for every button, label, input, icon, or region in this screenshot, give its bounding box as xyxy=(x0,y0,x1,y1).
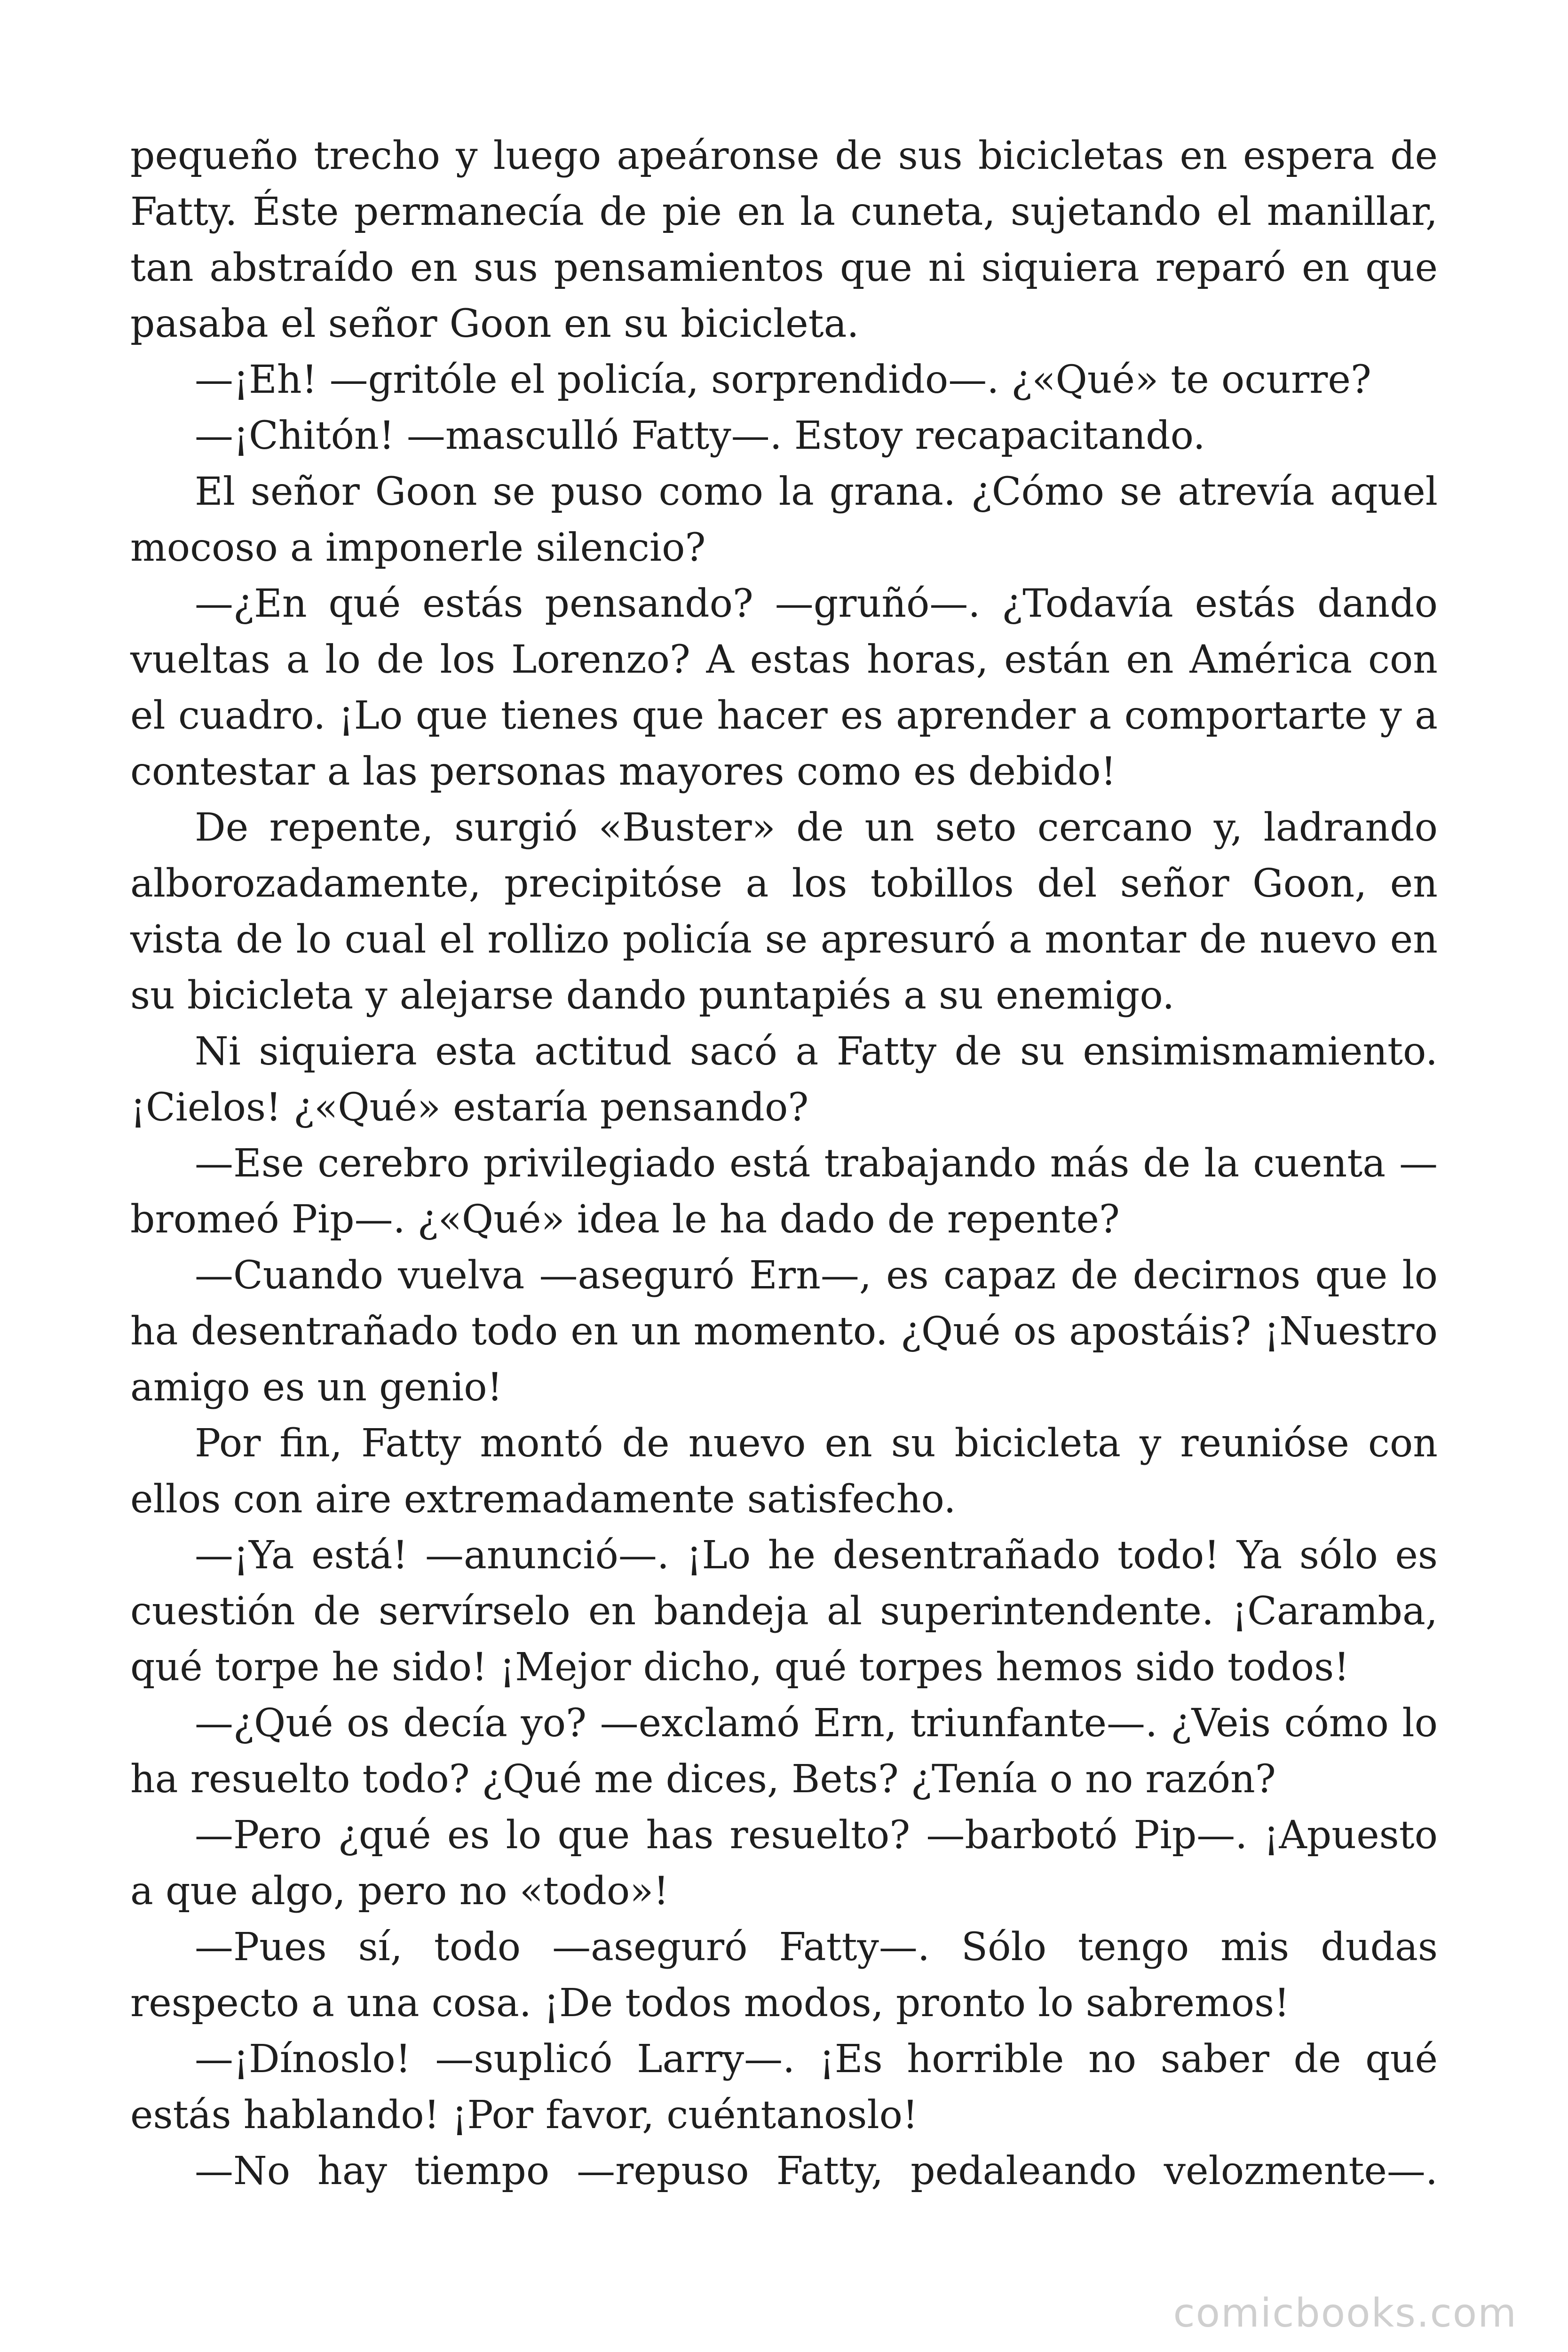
paragraph: Por fin, Fatty montó de nuevo en su bicicleta y reunióse con ellos con aire extremadamente satisfecho. xyxy=(130,1421,1438,1522)
body-text xyxy=(130,128,1438,2199)
paragraph: El señor Goon se puso como la grana. ¿Cómo se atrevía aquel mocoso a imponerle silencio? xyxy=(130,469,1438,570)
watermark: comicbooks.com xyxy=(1173,2290,1517,2336)
paragraph: De repente, surgió «Buster» de un seto cercano y, ladrando alborozadamente, precipitóse a los tobillos del señor Goon, en vista de lo cual el rollizo policía se apresuró a montar de nuevo en su bicicleta y alejarse dando puntapiés a su enemigo. xyxy=(130,805,1438,1018)
paragraph-continued: pequeño trecho y luego apeáronse de sus bicicletas en espera de Fatty. Éste permanecía de pie en la cuneta, sujetando el manillar, tan abstraído en sus pensamientos que ni siquiera reparó en que pasaba el señor Goon en su bicicleta. xyxy=(130,134,1438,346)
paragraph: Ni siquiera esta actitud sacó a Fatty de su ensimismamiento. ¡Cielos! ¿«Qué» estaría pensando? xyxy=(130,1029,1438,1130)
paragraph: —¡Chitón! —masculló Fatty—. Estoy recapacitando. xyxy=(195,413,1205,458)
paragraph: —¡Ya está! —anunció—. ¡Lo he desentrañado todo! Ya sólo es cuestión de servírselo en bandeja al superintendente. ¡Caramba, qué torpe he sido! ¡Mejor dicho, qué torpes hemos sido todos! xyxy=(130,1533,1438,1690)
paragraph: —¡Dínoslo! —suplicó Larry—. ¡Es horrible no saber de qué estás hablando! ¡Por favor, cuéntanoslo! xyxy=(130,2037,1438,2137)
paragraph: —Cuando vuelva —aseguró Ern—, es capaz de decirnos que lo ha desentrañado todo en un momento. ¿Qué os apostáis? ¡Nuestro amigo es un genio! xyxy=(130,1253,1438,1410)
paragraph: —¿En qué estás pensando? —gruñó—. ¿Todavía estás dando vueltas a lo de los Lorenzo? A estas horas, están en América con el cuadro. ¡Lo que tienes que hacer es aprender a comportarte y a contestar a las personas mayores como es debido! xyxy=(130,581,1438,794)
paragraph: —Pues sí, todo —aseguró Fatty—. Sólo tengo mis dudas respecto a una cosa. ¡De todos modos, pronto lo sabremos! xyxy=(130,1925,1438,2026)
paragraph: —¿Qué os decía yo? —exclamó Ern, triunfante—. ¿Veis cómo lo ha resuelto todo? ¿Qué me dices, Bets? ¿Tenía o no razón? xyxy=(130,1701,1438,1802)
paragraph-cut-off: —No hay tiempo —repuso Fatty, pedaleando velozmente—. xyxy=(195,2149,1438,2193)
paragraph: —¡Eh! —gritóle el policía, sorprendido—. ¿«Qué» te ocurre? xyxy=(195,358,1371,402)
paragraph: —Pero ¿qué es lo que has resuelto? —barbotó Pip—. ¡Apuesto a que algo, pero no «todo»! xyxy=(130,1813,1438,1914)
paragraph: —Ese cerebro privilegiado está trabajando más de la cuenta —bromeó Pip—. ¿«Qué» idea le ha dado de repente? xyxy=(130,1141,1438,1242)
